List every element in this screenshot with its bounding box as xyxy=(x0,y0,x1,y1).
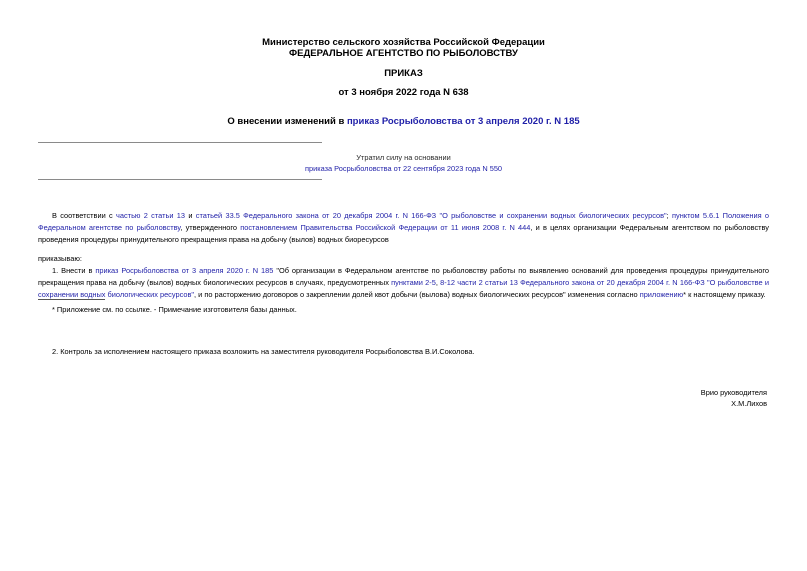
preamble-link-article-13[interactable]: частью 2 статьи 13 xyxy=(116,211,186,220)
item-1-link-points-2-5[interactable]: пунктами 2-5 xyxy=(391,278,436,287)
preamble-link-regulation[interactable]: пунктом 5.6.1 Положения о Федеральном агентстве по рыболовству xyxy=(38,211,769,232)
preamble-link-article-33-5[interactable]: статьей 33.5 Федерального закона от 20 декабря 2004 г. N 166-ФЗ "О рыболовстве и сохранении водных биологических ресурсов" xyxy=(195,211,667,220)
document-date-number: от 3 ноября 2022 года N 638 xyxy=(338,87,469,98)
item-2-paragraph: 2. Контроль за исполнением настоящего приказа возложить на заместителя руководителя Росрыболовства В.И.Соколова. xyxy=(52,347,475,356)
item-1-text-5: * к настоящему приказу. xyxy=(683,290,766,299)
preamble-text-3: ; xyxy=(666,211,672,220)
signature-name: Х.М.Лихов xyxy=(731,399,767,408)
document-type: ПРИКАЗ xyxy=(384,68,423,79)
preamble-text-4: , утвержденного xyxy=(180,223,241,232)
footnote-divider xyxy=(38,299,105,300)
item-1-link-appendix[interactable]: приложению xyxy=(639,290,684,299)
title-link[interactable]: приказ Росрыболовства от 3 апреля 2020 г. N 185 xyxy=(346,116,580,127)
status-note-link-line xyxy=(0,163,807,174)
footnote-text: * Приложение см. по ссылке. - Примечание изготовителя базы данных. xyxy=(52,305,297,314)
item-1-link-order-185[interactable]: приказ Росрыболовства от 3 апреля 2020 г. N 185 xyxy=(95,266,274,275)
document-title xyxy=(0,116,807,127)
preamble-text-2: и xyxy=(185,211,196,220)
ministry-name: Министерство сельского хозяйства Российской Федерации xyxy=(262,37,545,48)
preamble-text-1: В соответствии с xyxy=(52,211,117,220)
item-1-text-4: , и по расторжению договоров о закреплении долей квот добычи (вылова) водных биологических ресурсов" изменения согласно xyxy=(194,290,640,299)
preamble-paragraph xyxy=(38,210,769,246)
divider-bottom xyxy=(38,179,322,180)
order-word: приказываю: xyxy=(38,254,82,263)
agency-name: ФЕДЕРАЛЬНОЕ АГЕНТСТВО ПО РЫБОЛОВСТВУ xyxy=(289,48,518,59)
item-1-text-3: , xyxy=(435,278,441,287)
item-1-text-2: "Об организации в Федеральном агентстве по рыболовству работы по выявлению оснований для проведения процедуры принудительного прекращения права на добычу (вылов) водных биологических ресурсов в случаях, предусмотренных xyxy=(38,266,769,287)
divider-top xyxy=(38,142,322,143)
item-1-link-points-8-12[interactable]: 8-12 части 2 статьи 13 Федерального закона от 20 декабря 2004 г. N 166-ФЗ "О рыболовстве и сохранении водных биологических ресурсов" xyxy=(38,278,770,299)
item-1-text-1: 1. Внести в xyxy=(52,266,96,275)
title-prefix: О внесении изменений в xyxy=(227,116,347,127)
preamble-text-5: , и в целях организации Федеральным агентством по рыболовству проведения процедуры принудительного прекращения права на добычу (вылов) водных биоресурсов xyxy=(38,223,769,244)
item-1-paragraph xyxy=(38,265,769,301)
preamble-link-government-decree[interactable]: постановлением Правительства Российской Федерации от 11 июня 2008 г. N 444 xyxy=(240,223,531,232)
signature-position: Врио руководителя xyxy=(700,388,767,397)
status-note-link[interactable]: приказа Росрыболовства от 22 сентября 2023 года N 550 xyxy=(304,164,503,173)
status-note-text: Утратил силу на основании xyxy=(356,153,451,162)
